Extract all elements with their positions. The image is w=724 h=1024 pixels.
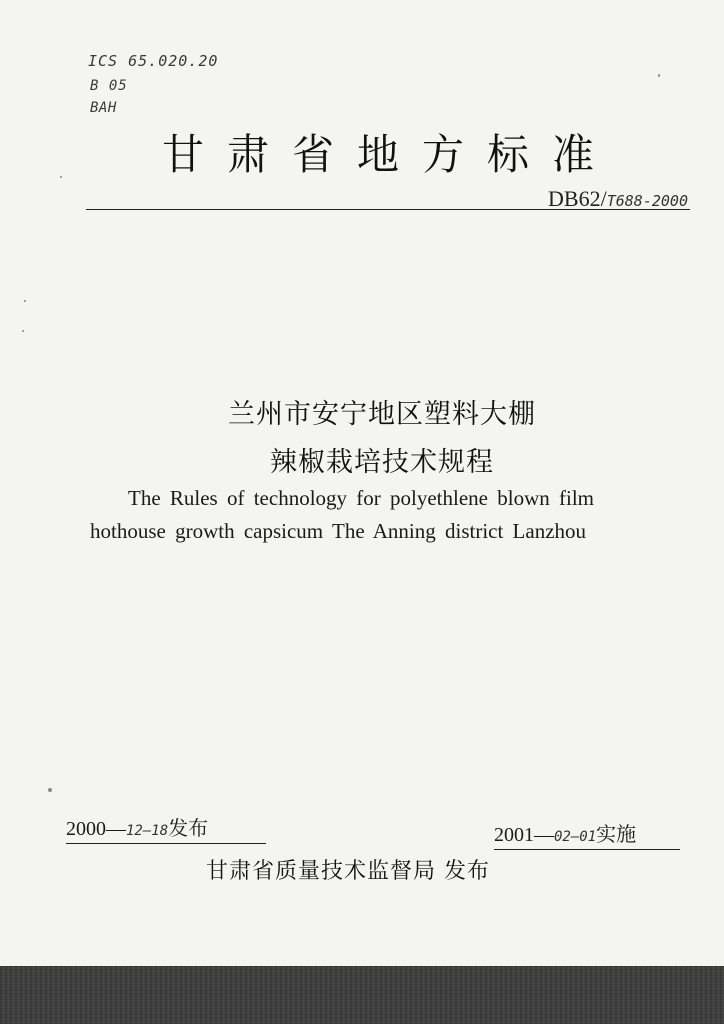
scan-speck [48,788,52,792]
english-title-line-2: hothouse growth capsicum The Anning district Lanzhou [90,519,587,543]
issue-date [66,812,266,844]
scan-speck [658,74,660,77]
implementation-date-year: 2001— [494,824,554,846]
ics-code: ICS 65.020.20 [88,52,219,70]
issue-date-handwritten: 12—18 [126,823,169,839]
document-number-handwritten: T688-2000 [606,192,688,210]
filing-code: BAH [90,100,117,116]
issuing-authority: 甘肃省质量技术监督局 发布 [206,859,490,884]
implementation-date-label: 实施 [596,822,637,846]
document-number-prefix: DB62/ [548,186,607,211]
chinese-title-line-1: 兰州市安宁地区塑料大棚 [228,399,536,430]
standard-header-title: 甘肃省地方标准 [162,130,618,179]
issue-date-year: 2000— [66,818,126,840]
header-divider [86,209,690,210]
scan-speck [24,300,26,302]
scan-speck [60,176,62,178]
scan-bottom-edge [0,966,724,1024]
issue-date-label: 发布 [168,816,209,840]
scan-speck [22,330,24,332]
ccs-code: B 05 [90,78,128,94]
implementation-date [494,818,680,850]
english-title-line-1: The Rules of technology for polyethlene blown film [128,486,594,510]
implementation-date-handwritten: 02—01 [554,829,597,845]
chinese-title-line-2: 辣椒栽培技术规程 [270,447,494,478]
